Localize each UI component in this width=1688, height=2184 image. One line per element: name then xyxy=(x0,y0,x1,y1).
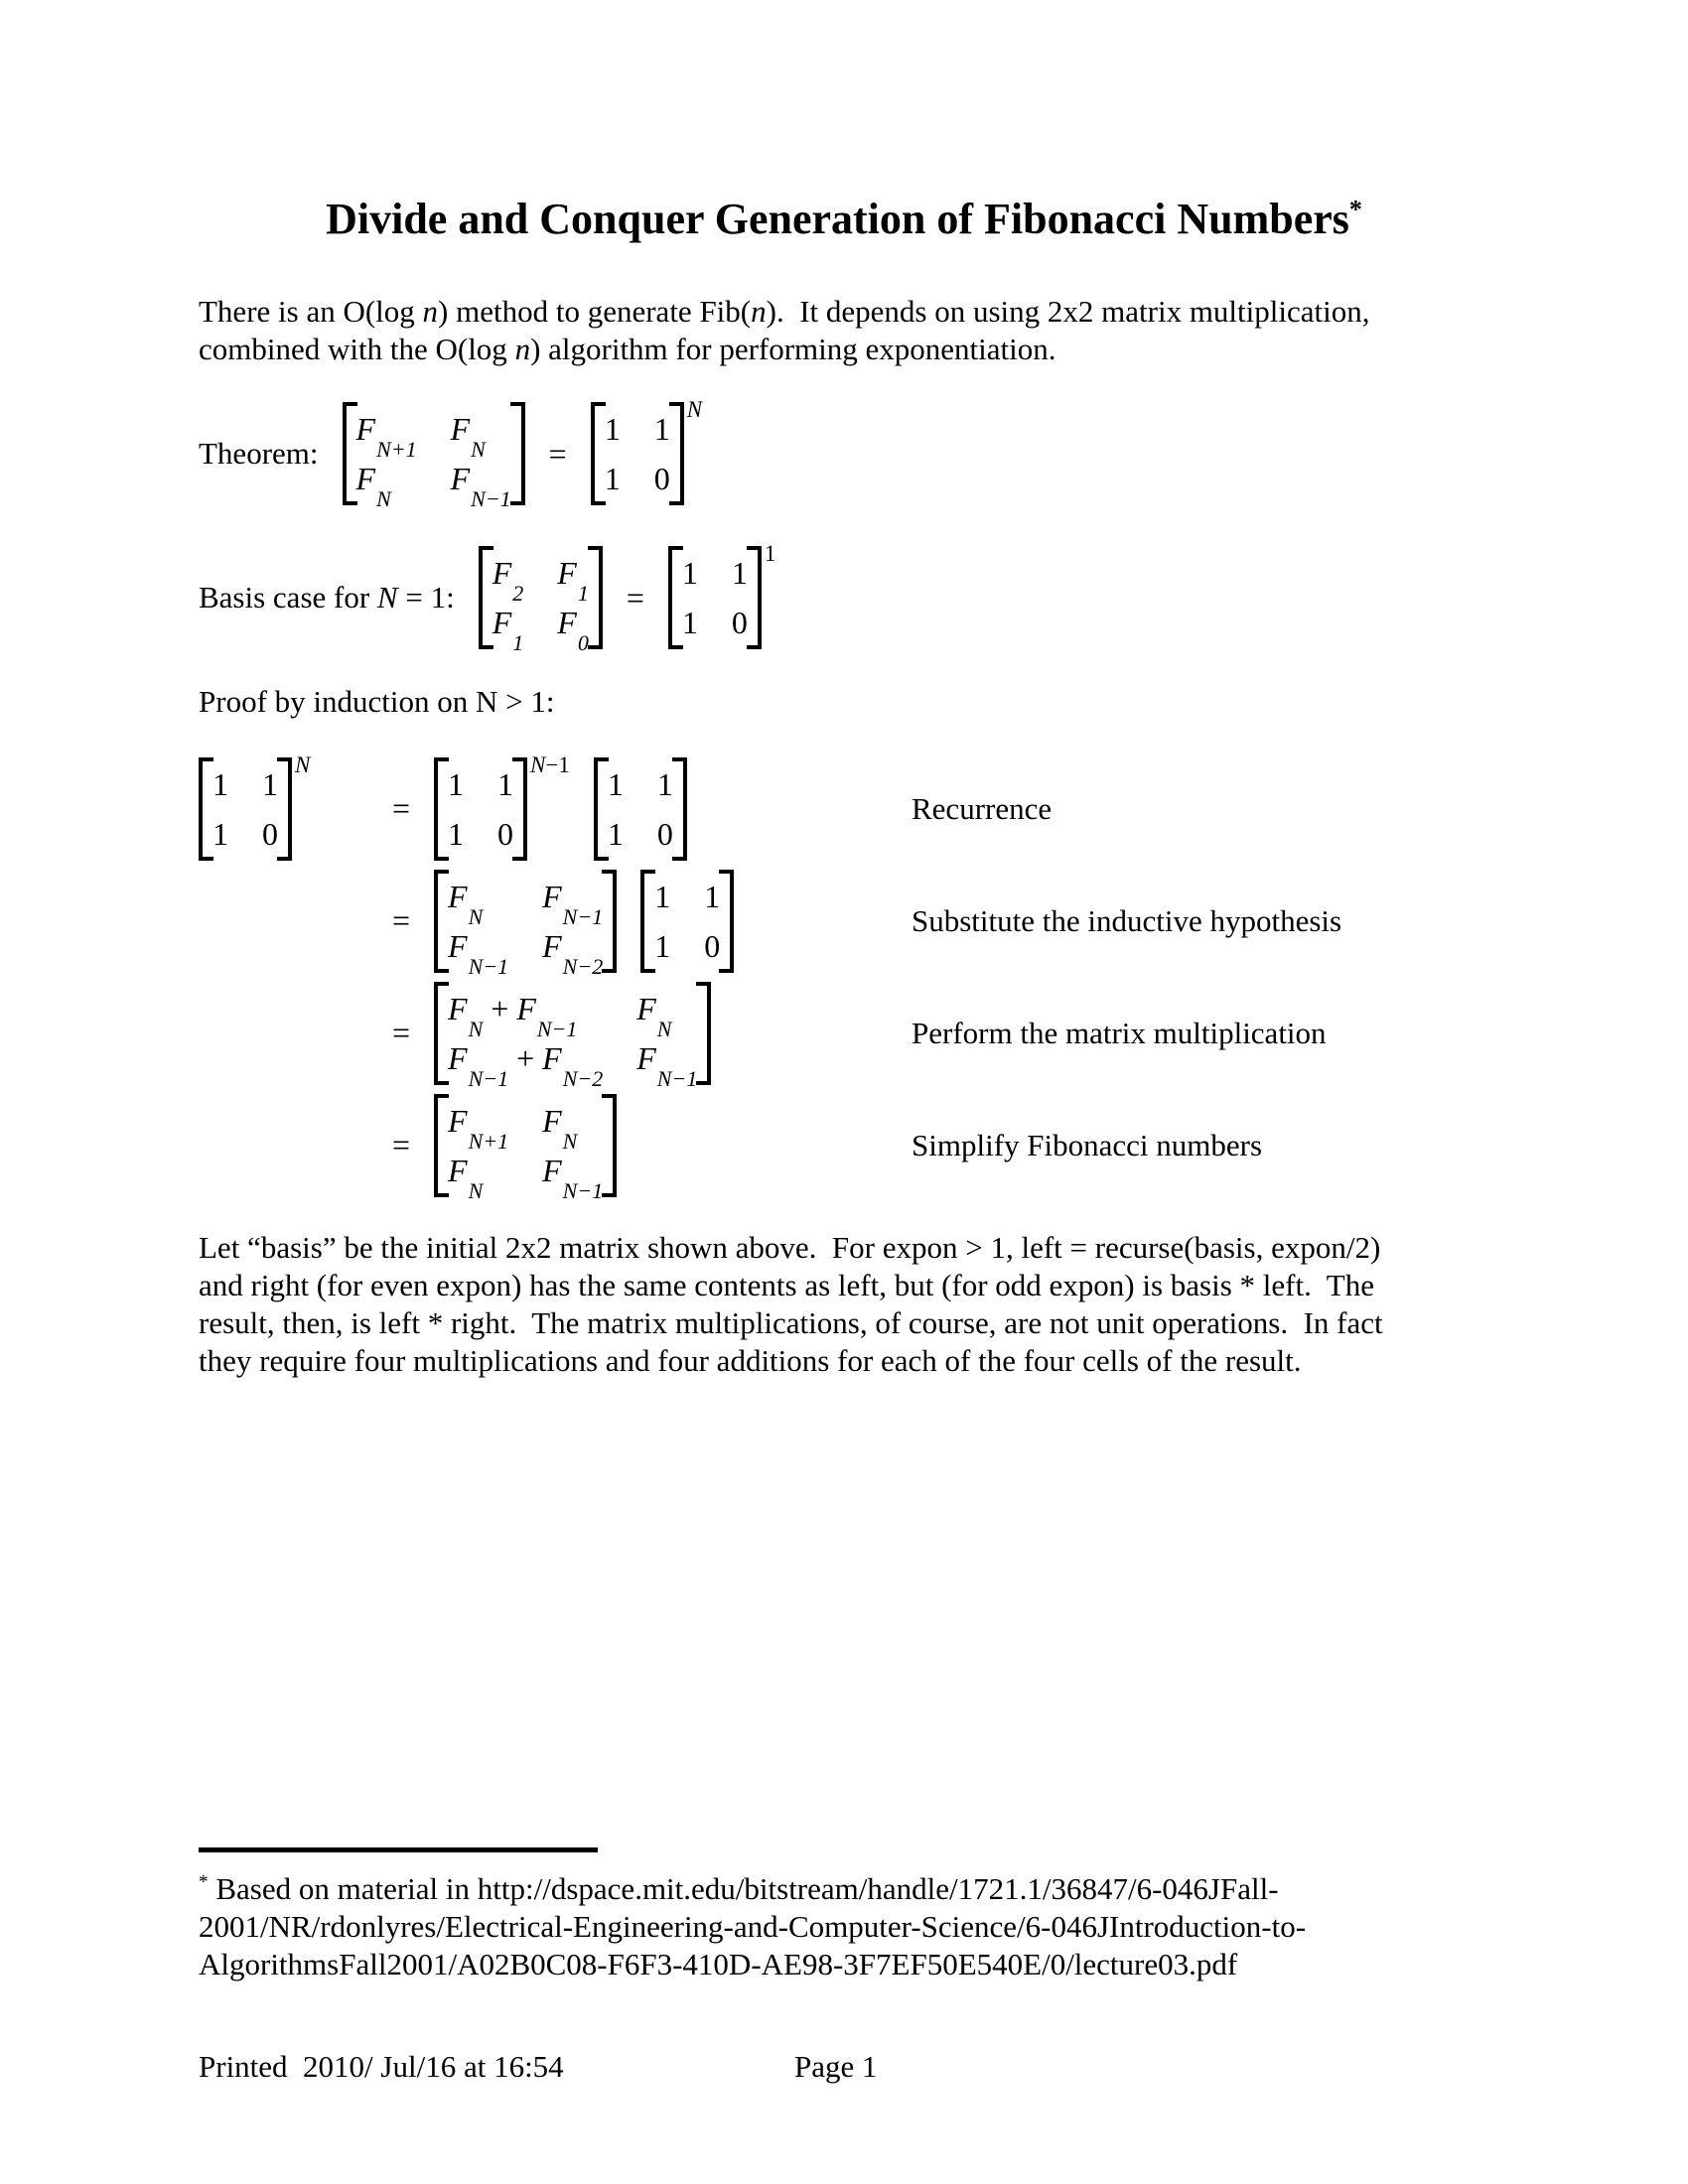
matrix-cell: 1 xyxy=(656,765,673,802)
matrix-cell: $F_{N-1}$ xyxy=(542,878,604,929)
matrix-cell: 1 xyxy=(262,765,278,802)
matrix-grid xyxy=(594,757,687,861)
equals-sign: = xyxy=(392,1015,411,1050)
matrix-grid xyxy=(434,757,527,861)
proof-step-note: Recurrence xyxy=(912,790,1053,826)
matrix-cell: $F_N$ xyxy=(542,1102,578,1154)
matrix-cell: $F_{N-1} + F_{N-2}$ xyxy=(448,1039,604,1091)
matrix-cell: $F_{N+1}$ xyxy=(355,411,417,463)
basis-lhs-matrix xyxy=(479,546,603,656)
matrix-cell: 1 xyxy=(607,815,624,852)
basis-row xyxy=(199,541,776,656)
matrix-cell: $F_N$ xyxy=(355,461,391,512)
matrix-cell: 0 xyxy=(497,815,514,852)
matrix-cell: $F_{N+1}$ xyxy=(448,1102,509,1154)
equals-sign: = xyxy=(392,790,411,826)
matrix-grid xyxy=(479,546,603,656)
matrix-grid xyxy=(668,546,762,649)
matrix-cell: 1 xyxy=(681,605,698,640)
matrix-cell: $F_1$ xyxy=(492,605,524,656)
footnote-line-1: * Based on material in http://dspace.mit.edu/bitstream/handle/1721.1/36847/6-046JFall- xyxy=(199,1871,1279,1906)
footnote xyxy=(199,1870,1306,1983)
matrix-cell: 0 xyxy=(653,461,670,496)
rhs-matrix xyxy=(434,982,711,1091)
discussion-line-2: and right (for even expon) has the same contents as left, but (for odd expon) is basis * left. The xyxy=(199,1268,1374,1302)
matrix-cell: 1 xyxy=(607,765,624,802)
proof-step-row xyxy=(199,1089,1539,1201)
intro-line-2: combined with the O(log n) algorithm for performing exponentiation. xyxy=(199,332,1056,366)
footnote-separator xyxy=(199,1847,598,1852)
theorem-lhs-matrix xyxy=(343,402,525,512)
theorem-rhs-matrix: 1 1 1 0 $^N$ xyxy=(591,402,702,505)
discussion-line-3: result, then, is left * right. The matrix multiplications, of course, are not unit operations. In fact xyxy=(199,1305,1383,1340)
matrix-cell: 1 xyxy=(704,878,721,914)
matrix-cell: 0 xyxy=(656,815,673,852)
matrix-grid xyxy=(199,757,292,861)
matrix-cell: $F_{N-1}$ xyxy=(636,1039,698,1091)
page-title: Divide and Conquer Generation of Fibonacci Numbers* xyxy=(326,195,1362,243)
matrix-cell: $F_N + F_{N-1}$ xyxy=(448,990,578,1041)
equals-sign: = xyxy=(392,902,411,938)
matrix-cell: 0 xyxy=(731,605,748,640)
equals-sign: = xyxy=(548,435,567,472)
equals-sign: = xyxy=(626,579,644,615)
equals-sign: = xyxy=(392,1127,411,1162)
matrix-cell: 0 xyxy=(262,815,278,852)
matrix-cell: $F_N$ xyxy=(448,1152,484,1203)
matrix-grid xyxy=(343,402,525,512)
theorem-row xyxy=(199,397,703,512)
matrix-grid xyxy=(591,402,684,505)
matrix-cell: 1 xyxy=(654,878,671,914)
basis-rhs-matrix: 1 1 1 0 $^1$ xyxy=(668,546,776,649)
matrix-cell: $F_{N-1}$ xyxy=(448,927,509,979)
page-number: Page 1 xyxy=(794,2049,878,2084)
proof-step-row xyxy=(199,752,1539,865)
matrix-cell: $F_{N-1}$ xyxy=(450,461,511,512)
proof-step-lhs xyxy=(199,751,368,861)
footnote-line-3: AlgorithmsFall2001/A02B0C08-F6F3-410D-AE98-3F7EF50E540E/0/lecture03.pdf xyxy=(199,1947,1238,1981)
matrix-cell: $F_N$ xyxy=(448,878,484,929)
matrix-cell: $F_N$ xyxy=(450,411,486,463)
matrix-cell: 1 xyxy=(448,765,465,802)
matrix-cell: $F_{N-1}$ xyxy=(542,1152,604,1203)
lhs-matrix: 1 1 1 0 $^N$ xyxy=(199,757,310,861)
proof-step-note: Simplify Fibonacci numbers xyxy=(912,1127,1263,1162)
matrix-cell: $F_2$ xyxy=(492,555,524,607)
proof-step-row xyxy=(199,865,1539,977)
rhs-matrix xyxy=(640,870,734,973)
matrix-cell: $F_N$ xyxy=(636,990,672,1041)
matrix-cell: $F_1$ xyxy=(557,555,589,607)
matrix-cell: 1 xyxy=(497,765,514,802)
matrix-cell: 1 xyxy=(604,461,621,496)
intro-paragraph xyxy=(199,293,1370,368)
rhs-matrix xyxy=(594,757,687,861)
theorem-label: Theorem: xyxy=(199,436,319,471)
matrix-cell: 1 xyxy=(212,765,228,802)
proof-heading: Proof by induction on N > 1: xyxy=(199,684,555,719)
basis-label: Basis case for N = 1: xyxy=(199,580,455,614)
matrix-cell: 0 xyxy=(704,927,721,964)
proof-step-note: Substitute the inductive hypothesis xyxy=(912,902,1342,938)
rhs-matrix xyxy=(434,1094,617,1203)
matrix-cell: 1 xyxy=(731,555,748,591)
intro-line-1: There is an O(log n) method to generate Fib(n). It depends on using 2x2 matrix multiplication, xyxy=(199,294,1370,329)
matrix-cell: 1 xyxy=(212,815,228,852)
discussion-line-1: Let “basis” be the initial 2x2 matrix shown above. For expon > 1, left = recurse(basis, expon/2) xyxy=(199,1230,1381,1265)
proof-step-row xyxy=(199,977,1539,1089)
proof-step-note: Perform the matrix multiplication xyxy=(912,1015,1327,1050)
printed-timestamp: Printed 2010/ Jul/16 at 16:54 xyxy=(199,2049,564,2084)
matrix-grid xyxy=(434,1094,617,1203)
matrix-grid xyxy=(640,870,734,973)
matrix-grid xyxy=(434,982,711,1091)
footnote-line-2: 2001/NR/rdonlyres/Electrical-Engineering-and-Computer-Science/6-046JIntroduction-to- xyxy=(199,1909,1307,1944)
matrix-cell: 1 xyxy=(604,411,621,447)
matrix-grid xyxy=(434,870,617,979)
matrix-cell: 1 xyxy=(681,555,698,591)
matrix-cell: 1 xyxy=(448,815,465,852)
matrix-cell: 1 xyxy=(654,927,671,964)
matrix-cell: $F_{N-2}$ xyxy=(542,927,604,979)
rhs-matrix: 1 1 1 0 $^{N-1}$ xyxy=(434,757,570,861)
rhs-matrix xyxy=(434,870,617,979)
discussion-paragraph xyxy=(199,1229,1383,1380)
matrix-cell: $F_0$ xyxy=(557,605,589,656)
proof-steps xyxy=(199,752,1539,1201)
matrix-cell: 1 xyxy=(653,411,670,447)
discussion-line-4: they require four multiplications and four additions for each of the four cells of the result. xyxy=(199,1343,1302,1378)
